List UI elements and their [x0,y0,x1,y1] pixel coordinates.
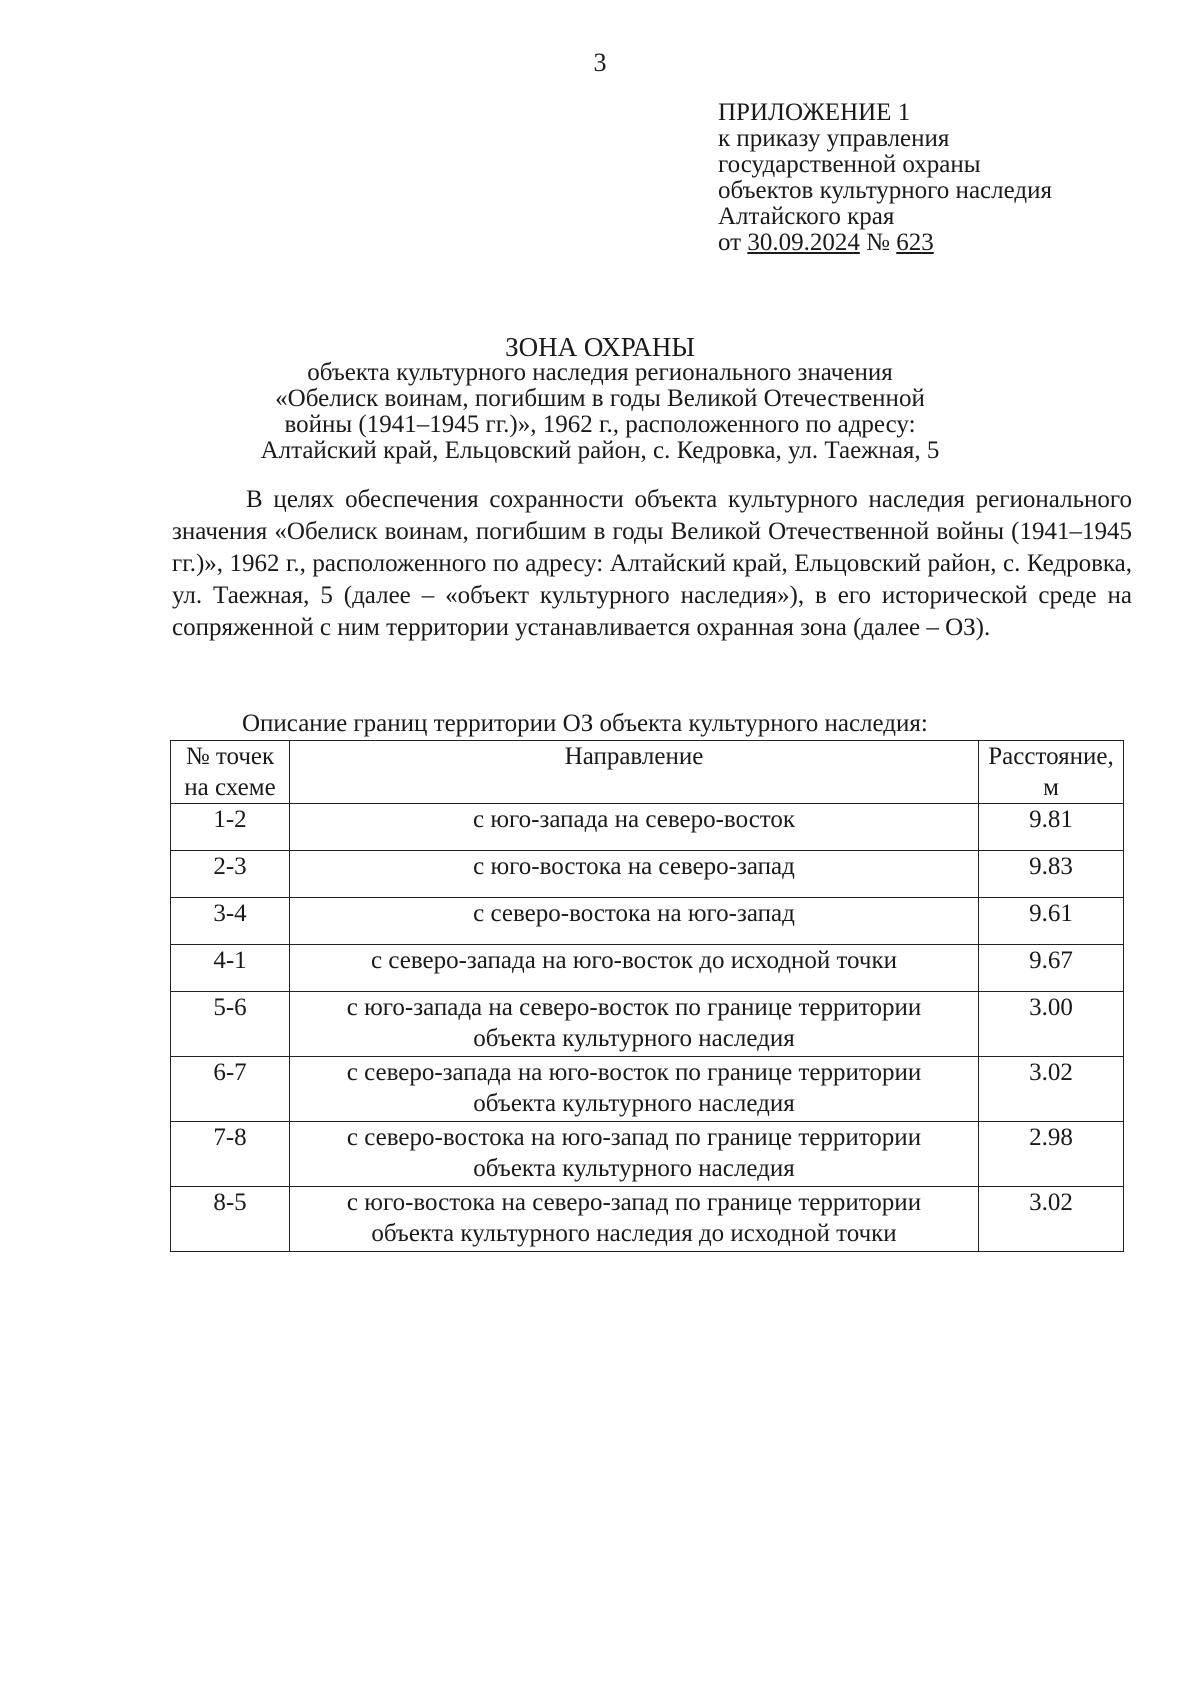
header-points-line: № точек [185,743,275,770]
subtitle-line: объекта культурного наследия регионального значения [307,359,893,386]
direction-line: с северо-востока на юго-запад [473,900,795,927]
table-row [171,1187,1124,1252]
document-title: ЗОНА ОХРАНЫ [505,332,695,362]
appendix-line: к приказу управления [718,125,950,152]
direction-line: объекта культурного наследия до исходной точки [371,1220,897,1247]
boundaries-table [170,740,1124,1252]
table-row [171,851,1124,898]
cell-points: 5-6 [171,992,290,1057]
appendix-date-line [718,230,1052,256]
date-prefix: от [718,229,742,256]
header-distance-line: м [1043,774,1059,801]
direction-line: с юго-востока на северо-запад по границе территории [346,1189,922,1216]
number-prefix: № [866,229,890,256]
appendix-line: Алтайского края [718,203,895,230]
cell-points: 2-3 [171,851,290,898]
cell-points: 8-5 [171,1187,290,1252]
table-row [171,1057,1124,1122]
direction-line: с юго-востока на северо-запад [473,853,795,880]
header-distance-line: Расстояние, [988,743,1114,770]
cell-direction [290,1122,979,1187]
header-points [171,741,290,804]
cell-direction [290,1057,979,1122]
cell-distance: 3.02 [979,1057,1124,1122]
cell-distance: 3.02 [979,1187,1124,1252]
body-paragraph: В целях обеспечения сохранности объекта культурного наследия регионального значения «Обелиск воинам, погибшим в годы Великой Отечественной войны (1941–1945 гг.)», 1962 г., расположенного по адресу: Алтайский край, Ельцовский район, с. Кедровка, ул. Таежная, 5 (далее – «объект культурного наследия»), в его исторической среде на сопряженной с ним территории устанавливается охранная зона (далее – ОЗ). [172,486,1132,641]
table-row [171,945,1124,992]
direction-line: объекта культурного наследия [473,1090,795,1117]
document-subtitle [150,360,1050,464]
cell-distance: 9.61 [979,898,1124,945]
table-row [171,992,1124,1057]
cell-direction [290,992,979,1057]
subtitle-line: Алтайский край, Ельцовский район, с. Кедровка, ул. Таежная, 5 [260,437,940,464]
page-number: 3 [593,48,607,77]
cell-distance: 9.81 [979,804,1124,851]
direction-line: с юго-запада на северо-восток [472,806,796,833]
cell-direction [290,851,979,898]
cell-direction [290,804,979,851]
table-row [171,1122,1124,1187]
cell-points: 1-2 [171,804,290,851]
direction-line: с северо-запада на юго-восток по границе территории [346,1059,922,1086]
cell-direction [290,898,979,945]
table-header-row [171,741,1124,804]
table-caption: Описание границ территории ОЗ объекта культурного наследия: [242,710,928,737]
appendix-line: государственной охраны [718,151,981,178]
header-points-line: на схеме [184,774,276,801]
order-date: 30.09.2024 [747,229,860,256]
header-distance [979,741,1124,804]
appendix-block [718,100,1052,256]
cell-points: 7-8 [171,1122,290,1187]
direction-line: объекта культурного наследия [473,1025,795,1052]
cell-points: 3-4 [171,898,290,945]
cell-points: 4-1 [171,945,290,992]
cell-direction [290,1187,979,1252]
header-direction: Направление [290,741,979,804]
subtitle-line: «Обелиск воинам, погибшим в годы Великой Отечественной [275,385,925,412]
cell-distance: 2.98 [979,1122,1124,1187]
cell-points: 6-7 [171,1057,290,1122]
cell-distance: 3.00 [979,992,1124,1057]
direction-line: с северо-востока на юго-запад по границе территории [346,1124,922,1151]
direction-line: с юго-запада на северо-восток по границе территории [346,994,922,1021]
order-number: 623 [896,229,934,256]
appendix-line: объектов культурного наследия [718,177,1052,204]
subtitle-line: войны (1941–1945 гг.)», 1962 г., расположенного по адресу: [284,411,916,438]
appendix-title: ПРИЛОЖЕНИЕ 1 [718,99,911,126]
cell-distance: 9.67 [979,945,1124,992]
cell-distance: 9.83 [979,851,1124,898]
table-row [171,898,1124,945]
direction-line: объекта культурного наследия [473,1155,795,1182]
direction-line: с северо-запада на юго-восток до исходной точки [370,947,898,974]
cell-direction [290,945,979,992]
table-row [171,804,1124,851]
